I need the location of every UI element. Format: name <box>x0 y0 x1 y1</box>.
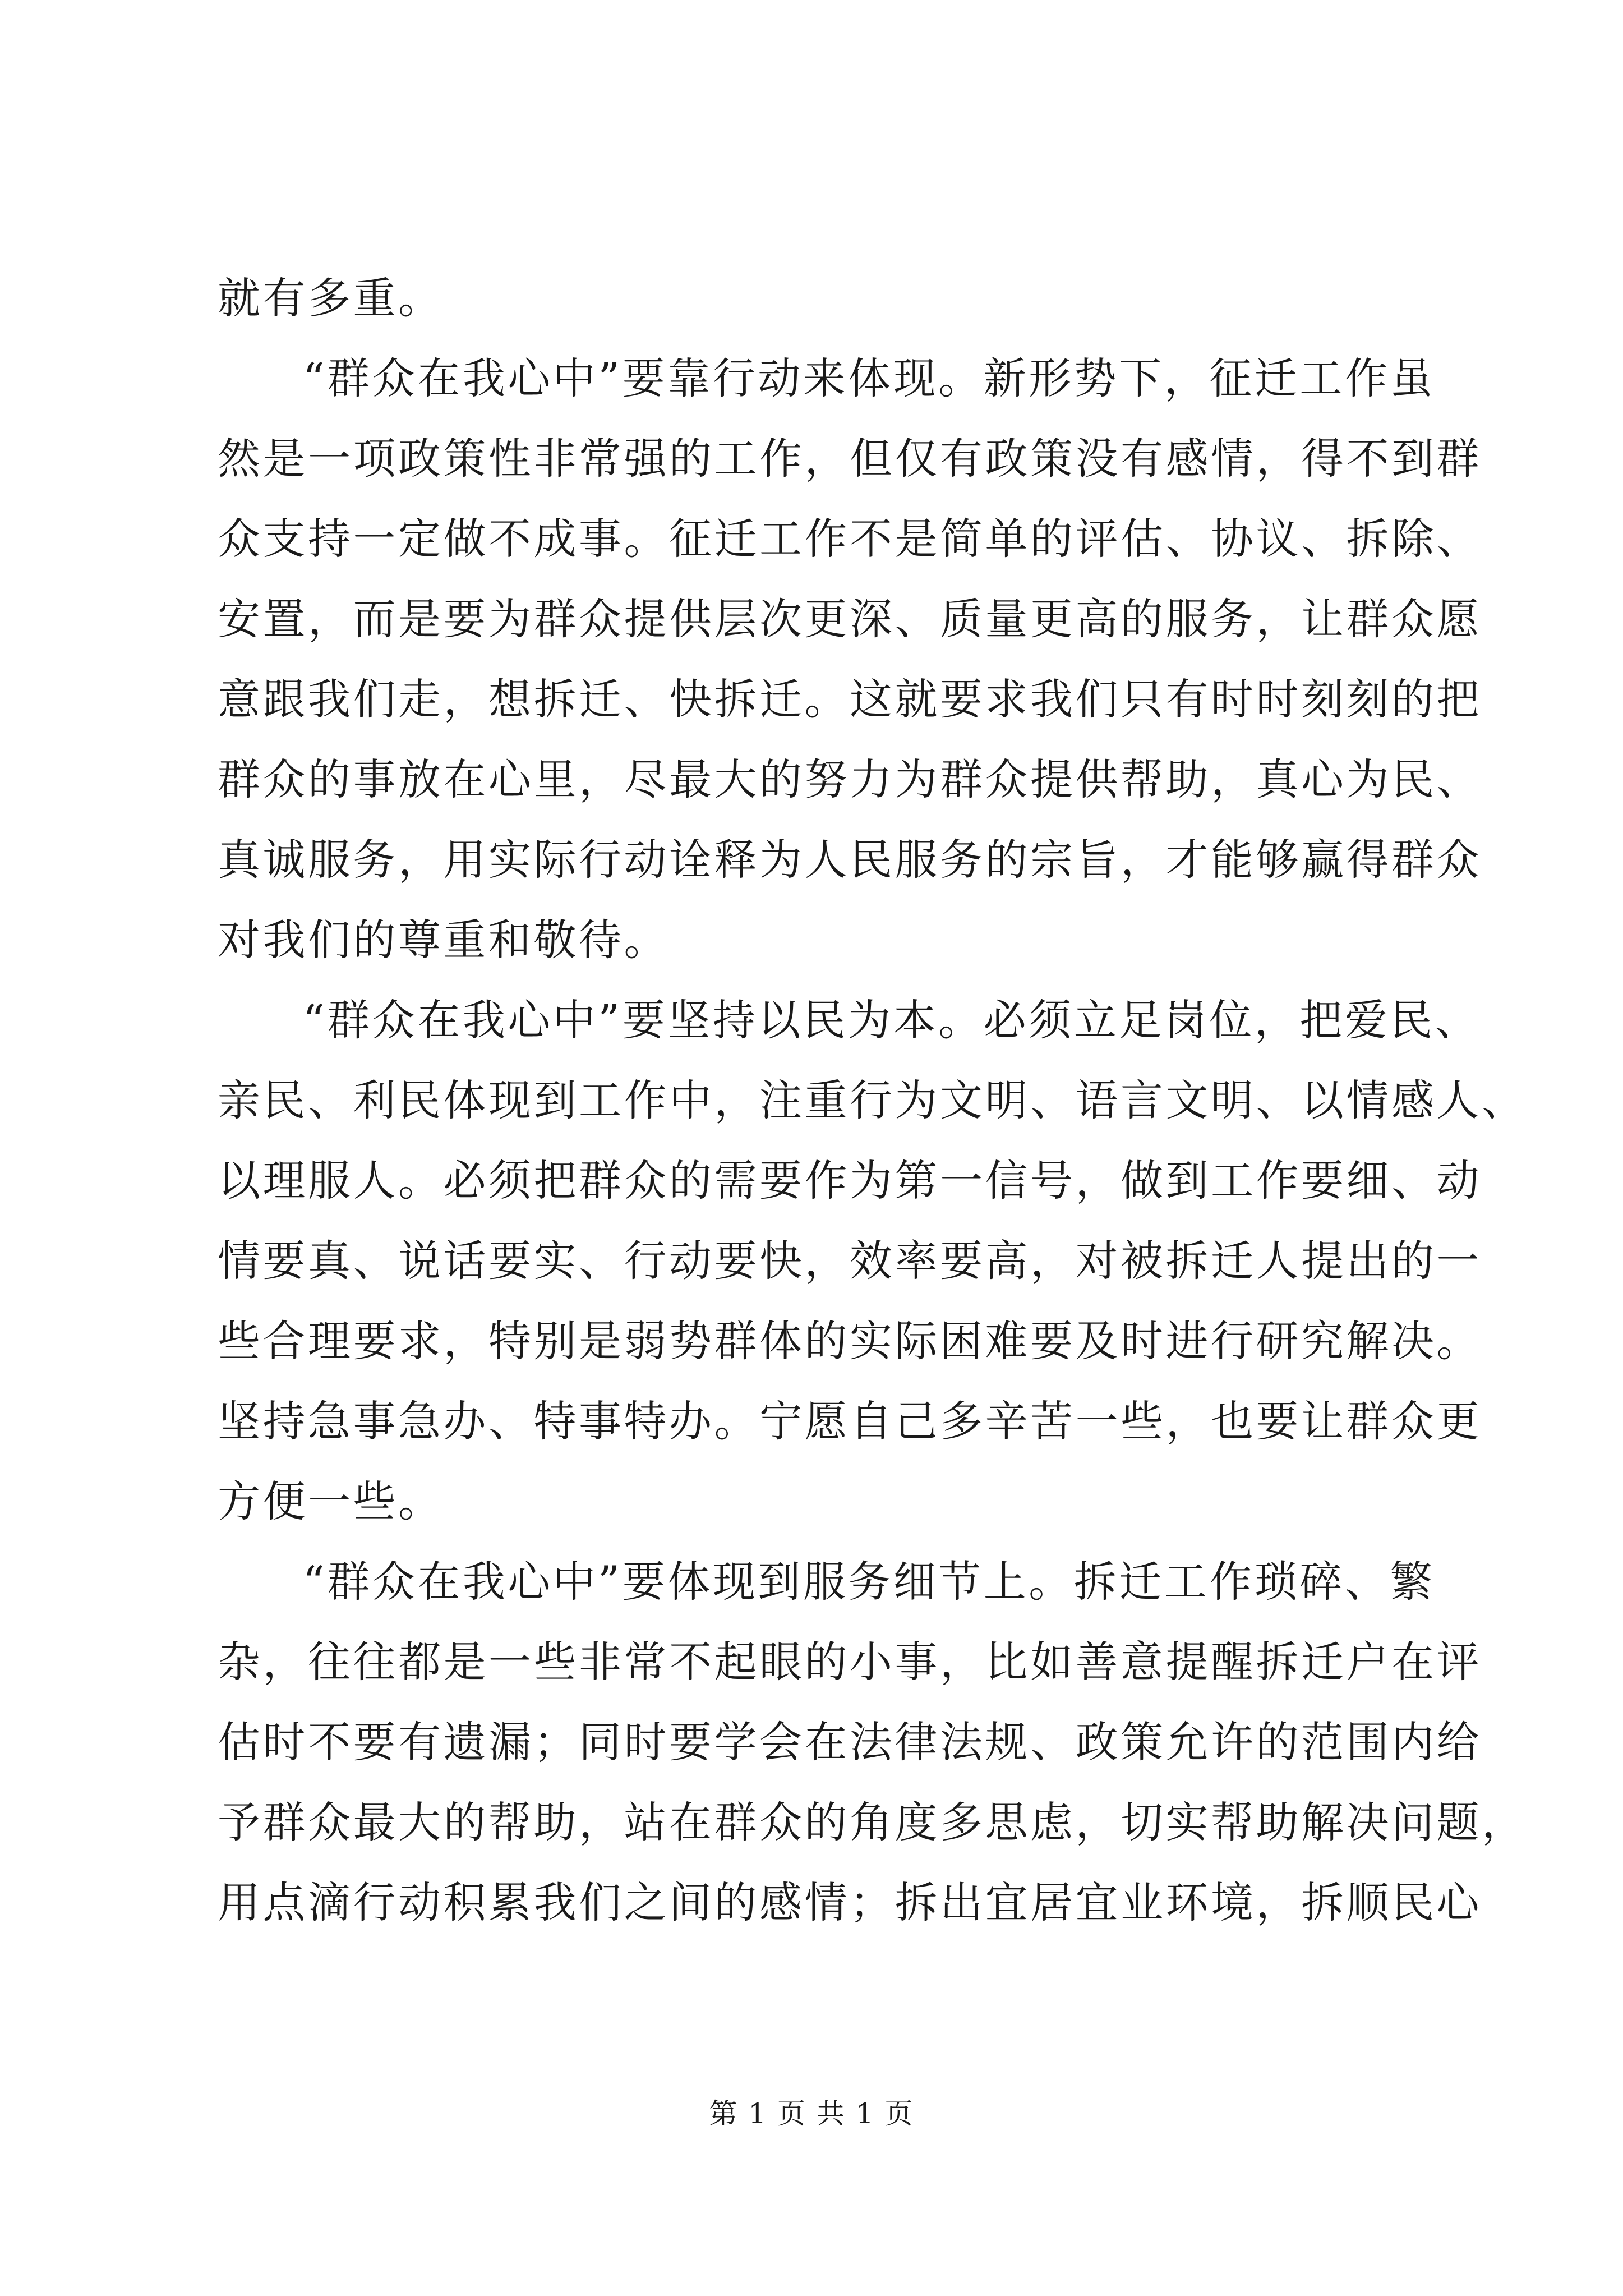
text-line: 群众的事放在心里，尽最大的努力为群众提供帮助，真心为民、 <box>218 754 1482 804</box>
text-line: 方便一些。 <box>218 1476 444 1526</box>
text-line: 坚持急事急办、特事特办。宁愿自己多辛苦一些，也要让群众更 <box>218 1396 1482 1446</box>
text-line: 真诚服务，用实际行动诠释为人民服务的宗旨，才能够赢得群众 <box>218 835 1482 885</box>
text-line: 意跟我们走，想拆迁、快拆迁。这就要求我们只有时时刻刻的把 <box>218 674 1482 724</box>
text-line: 对我们的尊重和敬待。 <box>218 915 669 965</box>
text-line: 情要真、说话要实、行动要快，效率要高，对被拆迁人提出的一 <box>218 1236 1482 1286</box>
text-line: “群众在我心中”要体现到服务细节上。拆迁工作琐碎、繁 <box>303 1557 1435 1607</box>
text-line: 就有多重。 <box>218 273 444 323</box>
text-line: 亲民、利民体现到工作中，注重行为文明、语言文明、以情感人、 <box>218 1075 1527 1125</box>
text-line: 予群众最大的帮助，站在群众的角度多思虑，切实帮助解决问题， <box>218 1797 1527 1847</box>
text-line: 用点滴行动积累我们之间的感情；拆出宜居宜业环境，拆顺民心 <box>218 1878 1482 1927</box>
text-line: 然是一项政策性非常强的工作，但仅有政策没有感情，得不到群 <box>218 434 1482 484</box>
page-number-label: 第 1 页 共 1 页 <box>709 2097 914 2130</box>
page-footer <box>0 2097 1623 2131</box>
paragraph-2 <box>218 338 1482 980</box>
text-line: “群众在我心中”要靠行动来体现。新形势下，征迁工作虽 <box>303 353 1435 403</box>
paragraph-4 <box>218 1542 1527 1943</box>
text-line: 杂，往往都是一些非常不起眼的小事，比如善意提醒拆迁户在评 <box>218 1637 1482 1687</box>
paragraph-3 <box>218 980 1527 1542</box>
document-body <box>218 258 1527 1943</box>
text-line: 些合理要求，特别是弱势群体的实际困难要及时进行研究解决。 <box>218 1316 1482 1366</box>
text-line: 以理服人。必须把群众的需要作为第一信号，做到工作要细、动 <box>218 1156 1482 1205</box>
text-line: 安置，而是要为群众提供层次更深、质量更高的服务，让群众愿 <box>218 594 1482 644</box>
text-line: “群众在我心中”要坚持以民为本。必须立足岗位，把爱民、 <box>303 995 1481 1045</box>
text-line: 众支持一定做不成事。征迁工作不是简单的评估、协议、拆除、 <box>218 514 1482 564</box>
paragraph-1 <box>218 258 1407 338</box>
text-line: 估时不要有遗漏；同时要学会在法律法规、政策允许的范围内给 <box>218 1717 1482 1767</box>
